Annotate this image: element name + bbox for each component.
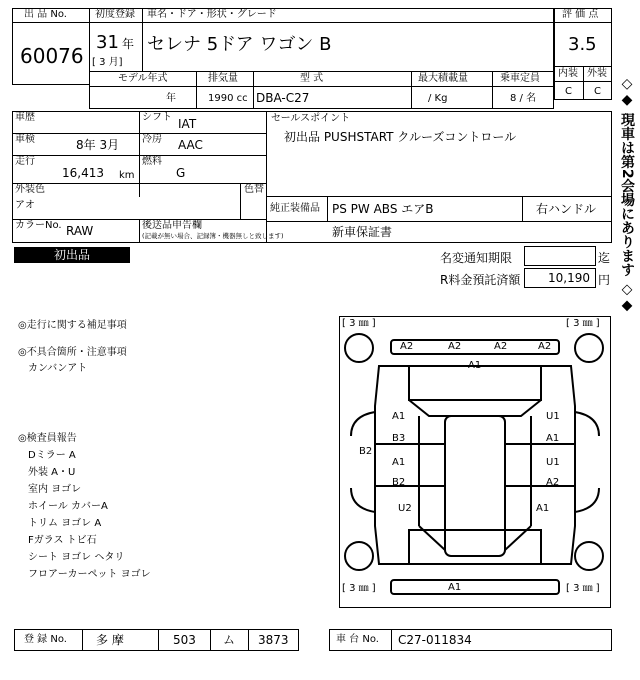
left-front-door-grade: A1 (392, 411, 406, 422)
inspection-value: 8年 3月 (76, 138, 120, 152)
inspector-item: シート ヨゴレ ヘタリ (28, 552, 125, 563)
color-no-value: RAW (66, 224, 94, 238)
mileage-label: 走行 (15, 156, 35, 167)
first-listing-chip: 初出品 (14, 247, 130, 263)
registration-class: 503 (173, 633, 196, 647)
displacement-label: 排気量 (208, 73, 238, 84)
tire-depth-front-left: [ 3 ㎜ ] (342, 318, 376, 329)
front-bumper-grade: A2 (448, 341, 462, 352)
venue-notice: ◇◆ 現車は第2会場にあります ◇◆ (619, 76, 635, 314)
right-rear-lower-grade: A2 (546, 477, 560, 488)
car-name: セレナ 5ドア ワゴン B (147, 34, 332, 55)
first-registration-label: 初度登録 (95, 9, 135, 20)
equipment-value: PS PW ABS エアB (332, 202, 434, 216)
recycle-unit: 円 (598, 273, 611, 287)
sales-point-label: セールスポイント (271, 113, 351, 124)
inspector-header: ◎検査員報告 (18, 433, 77, 444)
type-label: 型 式 (300, 73, 324, 84)
year-unit: 年 (122, 37, 135, 51)
exterior-color-label: 外装色 (15, 184, 45, 195)
defect-notes-header: ◎不具合箇所・注意事項 (18, 347, 127, 358)
front-bumper-grade: A2 (538, 341, 552, 352)
registration-number: 3873 (258, 633, 289, 647)
equipment-label: 純正装備品 (270, 203, 320, 214)
exterior-label: 外装 (587, 68, 607, 79)
registration-year: 31 (96, 32, 119, 53)
shift-value: IAT (178, 117, 197, 131)
model-year-unit: 年 (166, 93, 176, 104)
front-bumper-grade: A2 (494, 341, 508, 352)
inspector-item: Fガラス トビ石 (28, 535, 97, 546)
interior-label: 内装 (558, 68, 578, 79)
rear-bumper-grade: A1 (448, 582, 462, 593)
history-label: 車歴 (15, 112, 35, 123)
inspector-item: 外装 A・U (28, 467, 76, 478)
chassis-number: C27-011834 (398, 633, 472, 647)
exterior-grade: C (594, 86, 601, 97)
right-quarter-grade: A1 (536, 503, 550, 514)
inspector-item: Dミラー A (28, 450, 76, 461)
handle-side: 右ハンドル (536, 202, 597, 216)
recycle-label: R料金預託済額 (440, 273, 521, 287)
front-bumper-grade: A2 (400, 341, 414, 352)
fuel-label: 燃料 (142, 156, 162, 167)
registration-kana: ム (223, 633, 236, 647)
type-value: DBA-C27 (256, 91, 310, 105)
fuel-value: G (176, 166, 186, 180)
chassis-label: 車 台 No. (336, 634, 379, 645)
right-front-door-grade: U1 (546, 411, 560, 422)
inspector-item: ホイール カバーA (28, 501, 108, 512)
left-rear-lower-grade: B2 (392, 477, 406, 488)
sales-point-value: 初出品 PUSHSTART クルーズコントロール (284, 130, 517, 144)
inspector-item: トリム ヨゴレ A (28, 518, 102, 529)
max-load-label: 最大積載量 (418, 73, 468, 84)
registration-label: 登 録 No. (24, 634, 67, 645)
hood-grade: A1 (468, 360, 482, 371)
aircon-label: 冷房 (142, 134, 162, 145)
model-year-label: モデル年式 (118, 73, 168, 84)
left-side-panel-grade: B2 (359, 446, 373, 457)
mileage-unit: km (119, 170, 135, 181)
lot-number-label: 出 品 No. (24, 9, 67, 20)
capacity-value: 8 / 名 (510, 93, 537, 104)
tire-depth-front-right: [ 3 ㎜ ] (566, 318, 600, 329)
score-label: 評 価 点 (562, 9, 599, 20)
recycle-amount: 10,190 (548, 271, 590, 285)
right-front-lower-grade: A1 (546, 433, 560, 444)
left-rear-door-grade: A1 (392, 457, 406, 468)
car-name-label: 車名・ドア・形状・グレード (147, 9, 277, 20)
equipment-box (266, 221, 612, 243)
max-load-value: / Kg (428, 93, 448, 104)
shift-label: シフト (142, 112, 172, 123)
mileage-value: 16,413 (62, 166, 104, 180)
registration-region: 多 摩 (96, 633, 124, 647)
capacity-label: 乗車定員 (500, 73, 540, 84)
warranty: 新車保証書 (332, 225, 393, 239)
tire-depth-rear-right: [ 3 ㎜ ] (566, 583, 600, 594)
name-change-box (524, 246, 596, 266)
tire-depth-rear-left: [ 3 ㎜ ] (342, 583, 376, 594)
defect-item: カンバンアト (28, 363, 88, 374)
exterior-color-value: アオ (15, 200, 35, 211)
docs-label: 後送品申告欄 (142, 220, 202, 231)
docs-note: (記載が無い場合、記録簿・機器無しと致します) (142, 232, 284, 240)
inspector-item: フロアーカーペット ヨゴレ (28, 569, 151, 580)
displacement-value: 1990 cc (208, 93, 248, 104)
driving-notes-header: ◎走行に関する補足事項 (18, 320, 127, 331)
right-rear-door-grade: U1 (546, 457, 560, 468)
name-change-label: 名変通知期限 (440, 251, 513, 265)
lot-number: 60076 (20, 44, 84, 68)
left-quarter-grade: U2 (398, 503, 412, 514)
color-change-label: 色替 (244, 184, 264, 195)
aircon-value: AAC (178, 138, 203, 152)
registration-month: [ 3 月] (92, 57, 123, 68)
color-no-label: カラーNo. (15, 220, 62, 231)
inspector-item: 室内 ヨゴレ (28, 484, 82, 495)
inspection-label: 車検 (15, 134, 35, 145)
score-value: 3.5 (568, 34, 597, 55)
name-change-suffix: 迄 (598, 251, 611, 265)
interior-grade: C (565, 86, 572, 97)
left-front-lower-grade: B3 (392, 433, 406, 444)
